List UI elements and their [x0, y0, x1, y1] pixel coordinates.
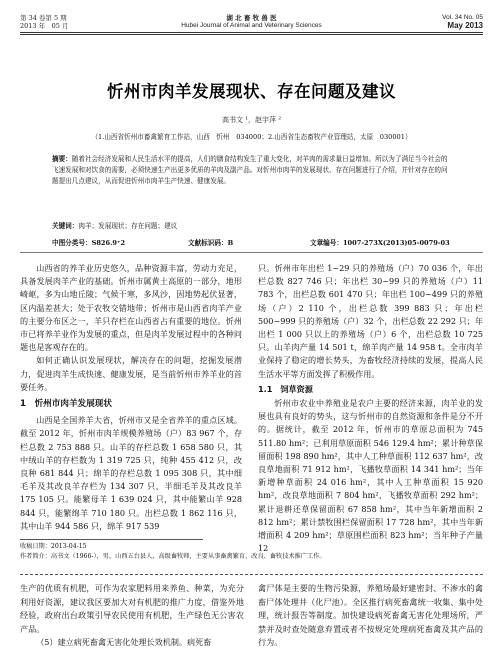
bottom-right-text: 禽尸体是主要的生物污染源，养殖场最好建密封、不渗水的禽畜尸体处理井（化尸池）。全区推行病死畜禽统一收集、集中处理，统计报告等制度。加快建设病死畜禽无害化处理场所，严禁并及时查处随意弃置或者不按规定处理病死畜禽及其产品的行为。	[258, 583, 483, 647]
keywords-line	[52, 221, 452, 232]
right-paragraph-1: 只。忻州市年出栏 1~29 只的养殖场（户）70 036 个，年出栏总数 827 746 只；年出栏 30~99 只的养殖场（户）11 783 个，出栏总数 601 470 只；年出栏 100~499 只的养殖场（户）2 110 个，出栏总数 399 883 只；年出栏 500~999 只的养殖场（户）32 个，出栏总数 22 292 只；年出栏 1 000 只以上的养殖场（户）6 个，出栏总数 10 725 只。山羊肉产量 14 501 t，绵羊肉产量 14 958 t。全市肉羊业保持了稳定的增长势头，为畜牧经济持续的发展，提高人民生活水平等方面发挥了积极作用。	[258, 263, 483, 379]
bottom-left-column	[20, 582, 244, 650]
date-cn: 2013 年 05 月	[20, 22, 69, 30]
abstract-label: 摘要：	[52, 155, 72, 163]
header-center	[0, 14, 503, 30]
continuation-divider	[20, 574, 483, 575]
right-column	[258, 262, 483, 555]
article-id	[310, 237, 450, 247]
keywords-label: 关键词：	[52, 222, 79, 230]
footnote-rule	[20, 539, 203, 540]
journal-title-en: Hubei Journal of Animal and Veterinary Sciences	[181, 22, 322, 29]
title-block-rule	[20, 252, 483, 253]
received-date: 收稿日期：2013-04-15	[20, 543, 87, 550]
keywords: 肉羊；发展现状；存在问题；建议	[78, 222, 178, 230]
clc-number	[52, 237, 125, 247]
header-rule	[20, 32, 483, 33]
authors: 高书文 ¹，赵宇萍 ²	[221, 116, 282, 124]
clc-value: S826.9⁺2	[91, 239, 126, 247]
right-paragraph-2: 忻州市农业中养殖业是农户主要的经济来源，肉羊业的发展也具有良好的势头，这与忻州市的自然资源和条件是分不开的。据统计，截至 2012 年，忻州市的草原总面积为 745 511.80 hm²；已利用草原面积 546 129.4 hm²；累计种草保留面积 198 890 hm²，其中人工种草面积 112 637 hm²，改良草地面积 71 912 hm²，飞播牧草面积 14 341 hm²；当年新增种草面积 24 016 hm²，其中人工种草面积 15 920 hm²，改良草地面积 7 804 hm²，飞播牧草面积 292 hm²；累计退耕还草保留面积 67 858 hm²，其中当年新增面积 2 812 hm²；累计禁牧围栏保留面积 17 728 hm²，其中当年新增面积 4 209 hm²；草原围栏面积 823 hm²；当年种子产量 12	[258, 398, 483, 554]
journal-title-cn: 湖 北 畜 牧 兽 医	[226, 14, 277, 22]
section-1-heading: 1 忻州市肉羊发展现状	[20, 399, 112, 410]
volume-en: Vol. 34 No. 05	[442, 14, 483, 21]
header-rule-thin	[20, 34, 483, 35]
abstract	[52, 154, 452, 187]
abstract-text: 随着社会经济发展和人民生活水平的提高，人们的膳食结构发生了重大变化，对羊肉的需求量日益增加。所以为了满足当今社会的飞速发展和对饮食的需要，必须快速生产出更多优质的羊肉及副产品。对忻州市肉羊的发展现状、存在问题进行了介绍，并针对存在的问题提出几点建议，从而促进忻州市肉羊生产快速、健康发展。	[52, 155, 448, 185]
section-1-paragraph: 山西是全国养羊大省，忻州市又是全省养羊的重点区域。截至 2012 年，忻州市肉羊规模养殖场（户）83 967 个，存栏总数 2 753 888 只。山羊的存栏总数 1 658 580 只，其中绒山羊的存栏数为 1 319 725 只，纯种 455 412 只，改良种 681 844 只；绵羊的存栏总数 1 095 308 只，其中细毛羊及其改良羊存栏为 134 307 只，半细毛羊及其改良羊 175 105 只。能繁母羊 1 639 024 只，其中能繁山羊 928 844 只，能繁绵羊 710 180 只。出栏总数 1 862 116 只，其中山羊 944 586 只，绵羊 917 539	[20, 415, 242, 531]
doc-code-value: B	[227, 239, 234, 247]
bottom-right-column	[258, 582, 483, 650]
article-id-label: 文章编号：	[310, 239, 343, 247]
date-en: May 2013	[447, 21, 483, 30]
author-bio: 作者简介：高书文（1966-），男，山西五台县人，高级畜牧师，主要从事畜禽繁育、改良、畜牧技术推广工作。	[20, 553, 326, 560]
article-id-value: 1007-273X(2013)05-0079-03	[342, 239, 450, 247]
bottom-left-item-5: （5）建立病死畜禽无害化处理长效机制。病死畜	[36, 637, 212, 647]
clc-label: 中图分类号：	[52, 239, 92, 247]
affiliations: （1.山西省忻州市畜禽繁育工作站，山西 忻州 034000；2.山西省生态畜牧产业管理站，太原 030001）	[91, 133, 412, 141]
footnote	[20, 542, 326, 562]
subsection-1-1-heading: 1.1 饲草资源	[258, 383, 313, 394]
intro-paragraph-1: 山西省的养羊业历史悠久，品种资源丰富，劳动力充足，具备发展肉羊产业的基础。忻州市属黄土高原的一部分，地形崎岖，多为山地丘陵；气候干寒，多风沙，因地势起伏显著，区内温差甚大；处于农牧交错地带；忻州市是山西省肉羊产业的主要分布区之一，羊只存栏在山西省占有重要的地位。忻州市已将养羊业作为发展的重点，但是肉羊发展过程中的各种问题也是客观存在的。	[20, 263, 242, 353]
bottom-left-text: 生产的优质有机肥，可作为农家肥料用来养鱼、种菜，为充分利用好资源，建议我区要加大对有机肥的推广力度，借鉴外地经验，政府出台政策引导农民使用有机肥，生产绿色无公害农产品。	[20, 583, 244, 634]
intro-paragraph-2: 如何正确认识发展现状，解决存在的问题，挖掘发展潜力，促进肉羊生成快速、健康发展，是当前忻州市养羊业的首要任务。	[20, 355, 242, 392]
doc-code-label: 文献标识码：	[188, 239, 228, 247]
article-title: 忻州市肉羊发展现状、存在问题及建议	[107, 82, 396, 101]
document-code	[188, 237, 233, 247]
header-right	[442, 14, 483, 30]
left-column	[20, 262, 242, 533]
volume-cn: 第 34 卷第 5 期	[20, 14, 67, 22]
